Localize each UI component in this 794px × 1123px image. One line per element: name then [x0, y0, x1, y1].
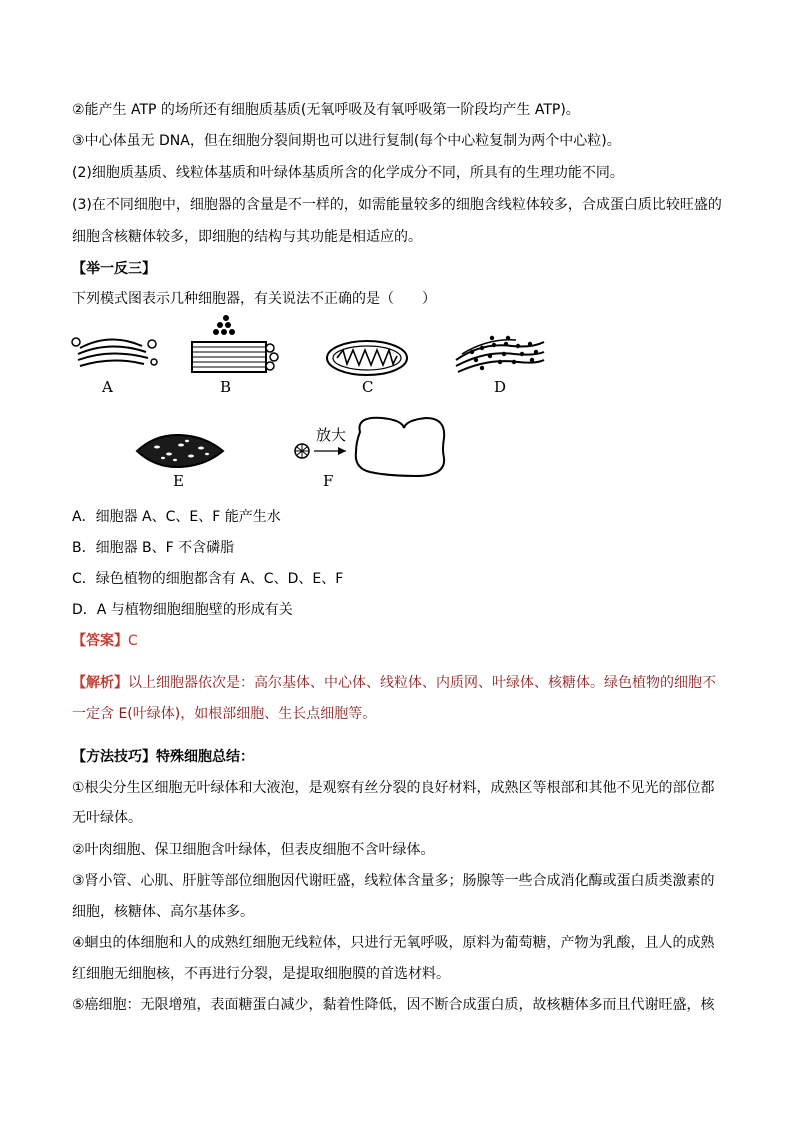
example-heading: 【举一反三】 [72, 261, 156, 277]
question-text: 下列模式图表示几种细胞器，有关说法不正确的是（ ） [72, 291, 436, 307]
organelle-c-mitochondrion-figure [325, 338, 409, 378]
magnify-label: 放大 [316, 426, 347, 444]
analysis-line-1 [72, 673, 724, 693]
note-line-centrosome: ③中心体虽无 DNA，但在细胞分裂间期也可以进行复制(每个中心粒复制为两个中心粒)。 [72, 133, 621, 149]
option-d: D．A 与植物细胞细胞壁的形成有关 [72, 602, 293, 618]
figure-label-f: F [323, 472, 334, 490]
option-b: B．细胞器 B、F 不含磷脂 [72, 540, 235, 556]
analysis-text-1: 以上细胞器依次是：高尔基体、中心体、线粒体、内质网、叶绿体、核糖体。绿色植物的细胞不 [128, 675, 716, 691]
note-line-content-2: 细胞含核糖体较多，即细胞的结构与其功能是相适应的。 [72, 229, 422, 245]
figure-label-a: A [102, 378, 113, 396]
method-item-1a: ①根尖分生区细胞无叶绿体和大液泡，是观察有丝分裂的良好材料，成熟区等根部和其他不见光的部位都 [72, 780, 715, 796]
organelle-e-chloroplast-figure [135, 432, 225, 470]
option-a: A．细胞器 A、C、E、F 能产生水 [72, 509, 281, 525]
method-item-4a: ④蛔虫的体细胞和人的成熟红细胞无线粒体，只进行无氧呼吸，原料为葡萄糖，产物为乳酸，且人的成熟 [72, 935, 715, 951]
method-item-1b: 无叶绿体。 [72, 810, 142, 826]
method-item-3b: 细胞，核糖体、高尔基体多。 [72, 904, 254, 920]
method-item-4b: 红细胞无细胞核，不再进行分裂，是提取细胞膜的首选材料。 [72, 966, 450, 982]
method-heading: 【方法技巧】特殊细胞总结： [72, 749, 254, 765]
figure-label-e: E [173, 472, 184, 490]
answer-line [72, 631, 724, 651]
figure-label-b: B [220, 378, 232, 396]
option-c: C．绿色植物的细胞都含有 A、C、D、E、F [72, 571, 344, 587]
organelle-f-ribosome-figure [292, 412, 454, 480]
method-item-2: ②叶肉细胞、保卫细胞含叶绿体，但表皮细胞不含叶绿体。 [72, 842, 435, 858]
figure-label-c: C [362, 378, 374, 396]
note-line-atp: ②能产生 ATP 的场所还有细胞质基质(无氧呼吸及有氧呼吸第一阶段均产生 ATP)。 [72, 102, 580, 118]
method-item-5: ⑤癌细胞：无限增殖，表面糖蛋白减少，黏着性降低，因不断合成蛋白质，故核糖体多而且代谢旺盛，核 [72, 997, 715, 1013]
answer-value: C [128, 633, 138, 649]
answer-label: 【答案】 [72, 633, 128, 649]
organelle-a-golgi-figure [70, 328, 160, 378]
figure-label-d: D [494, 378, 507, 396]
method-item-3a: ③肾小管、心肌、肝脏等部位细胞因代谢旺盛，线粒体含量多；肠腺等一些合成消化酶或蛋白质类激素的 [72, 873, 715, 889]
note-line-content-1: (3)在不同细胞中，细胞器的含量是不一样的，如需能量较多的细胞含线粒体较多，合成蛋白质比较旺盛的 [72, 197, 722, 213]
organelle-d-er-figure [452, 330, 548, 380]
organelle-b-centrosome-figure [188, 312, 284, 378]
analysis-line-2: 一定含 E(叶绿体)，如根部细胞、生长点细胞等。 [72, 706, 377, 722]
note-line-matrix: (2)细胞质基质、线粒体基质和叶绿体基质所含的化学成分不同，所具有的生理功能不同。 [72, 165, 624, 181]
analysis-label: 【解析】 [72, 675, 128, 691]
